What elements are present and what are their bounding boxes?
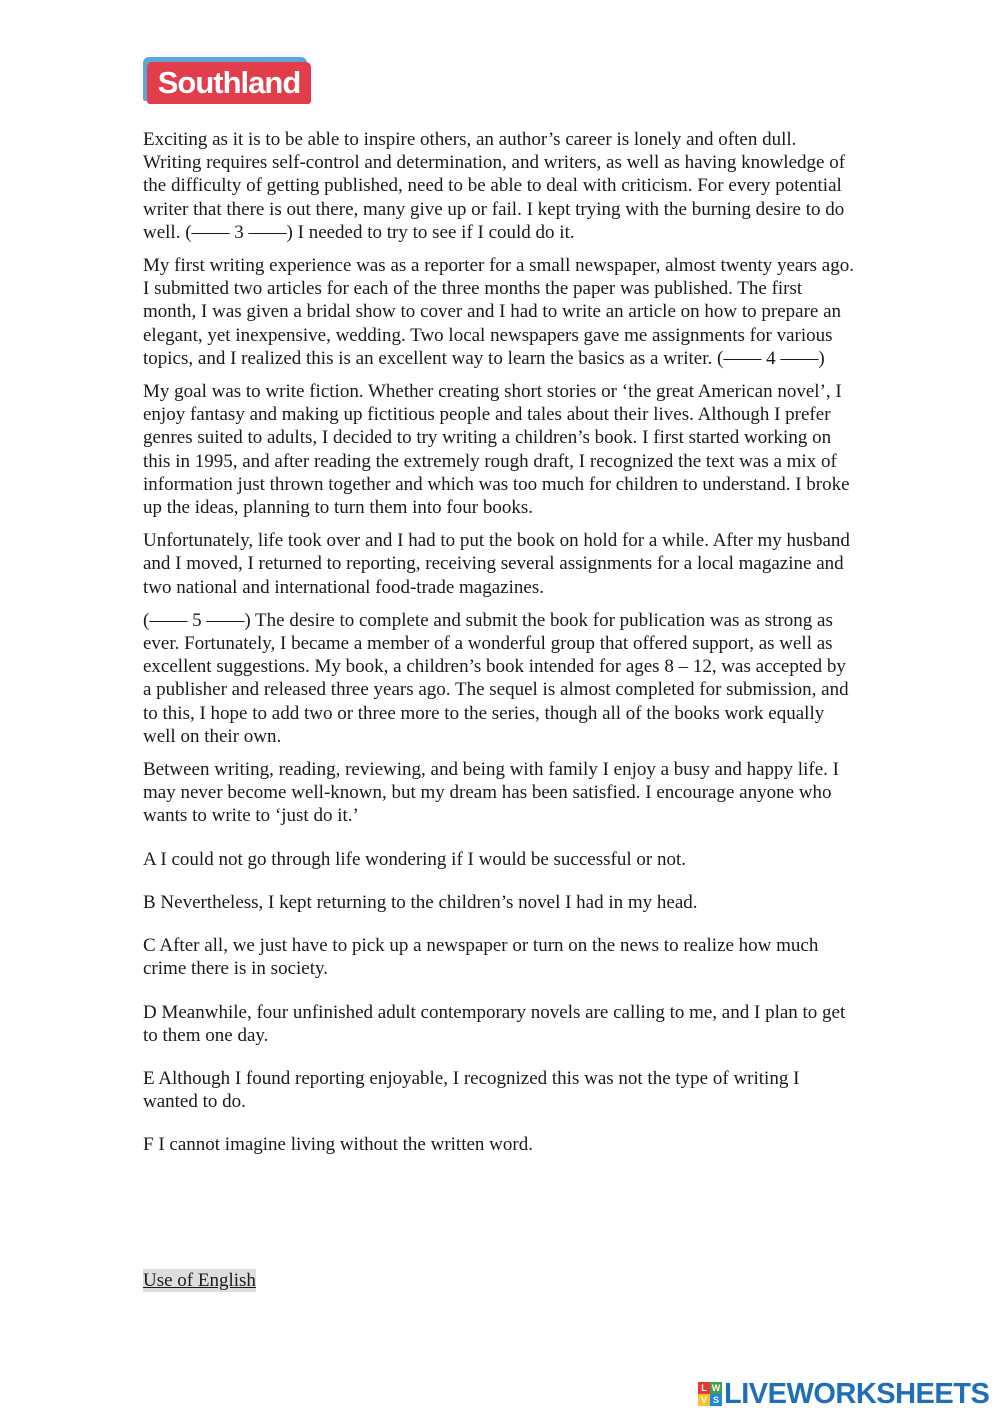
liveworksheets-brand[interactable]: [698, 1378, 989, 1410]
option-d: D Meanwhile, four unfinished adult contemporary novels are calling to me, and I plan to get to them one day.: [143, 1001, 846, 1046]
paragraph-2: My first writing experience was as a reporter for a small newspaper, almost twenty years ago. I submitted two articles for each of the three months the paper was published. The first month, I was given a bridal show to cover and I had to write an article on how to prepare an elegant, yet inexpensive, wedding. Two local newspapers gave me assignments for various topics, and I realized this is an excellent way to learn the basics as a writer. (—— 4 ——): [143, 255, 854, 369]
answer-options: [143, 848, 855, 1157]
paragraph-3: My goal was to write fiction. Whether creating short stories or ‘the great American novel’, I enjoy fantasy and making up fictitious people and tales about their lives. Although I prefer genres suited to adults, I decided to try writing a children’s book. I first started working on this in 1995, and after reading the extremely rough draft, I recognized the text was a mix of information just thrown together and which was too much for children to understand. I broke up the ideas, planning to turn them into four books.: [143, 381, 850, 519]
paragraph-4: Unfortunately, life took over and I had to put the book on hold for a while. After my husband and I moved, I returned to reporting, receiving several assignments for a local magazine and two national and international food-trade magazines.: [143, 530, 850, 598]
icon-letter-l: L: [698, 1382, 710, 1394]
option-e: E Although I found reporting enjoyable, I recognized this was not the type of writing I wanted to do.: [143, 1067, 800, 1113]
icon-letter-s: S: [710, 1394, 722, 1406]
paragraph-6: Between writing, reading, reviewing, and being with family I enjoy a busy and happy life. I may never become well-known, but my dream has been satisfied. I encourage anyone who wants to write to ‘just do it.’: [143, 759, 839, 827]
option-a: A I could not go through life wondering if I would be successful or not.: [143, 848, 686, 870]
reading-text: [143, 128, 855, 1177]
option-f: F I cannot imagine living without the written word.: [143, 1134, 533, 1156]
southland-logo: [143, 57, 315, 107]
paragraph-5: (—— 5 ——) The desire to complete and submit the book for publication was as strong as ever. Fortunately, I became a member of a wonderful group that offered support, as well as excellent suggestions. My book, a children’s book intended for ages 8 – 12, was accepted by a publisher and released three years ago. The sequel is almost completed for submission, and to this, I hope to add two or three more to the series, though all of the books work equally well on their own.: [143, 609, 849, 747]
option-c: C After all, we just have to pick up a newspaper or turn on the news to realize how much crime there is in society.: [143, 935, 819, 980]
option-b: B Nevertheless, I kept returning to the children’s novel I had in my head.: [143, 891, 698, 913]
use-of-english-link[interactable]: Use of English: [143, 1270, 256, 1291]
liveworksheets-text: LIVEWORKSHEETS: [724, 1377, 990, 1410]
icon-letter-v: V: [698, 1394, 710, 1406]
liveworksheets-logo-icon: [698, 1382, 722, 1406]
paragraph-1: Exciting as it is to be able to inspire others, an author’s career is lonely and often dull. Writing requires self-control and determination, and writers, as well as having knowledge of the difficulty of getting published, need to be able to deal with criticism. For every potential writer that there is out there, many give up or fail. I kept trying with the burning desire to do well. (—— 3 ——) I needed to try to see if I could do it.: [143, 129, 846, 243]
icon-letter-w: W: [711, 1383, 721, 1393]
logo-text: Southland: [147, 62, 311, 104]
